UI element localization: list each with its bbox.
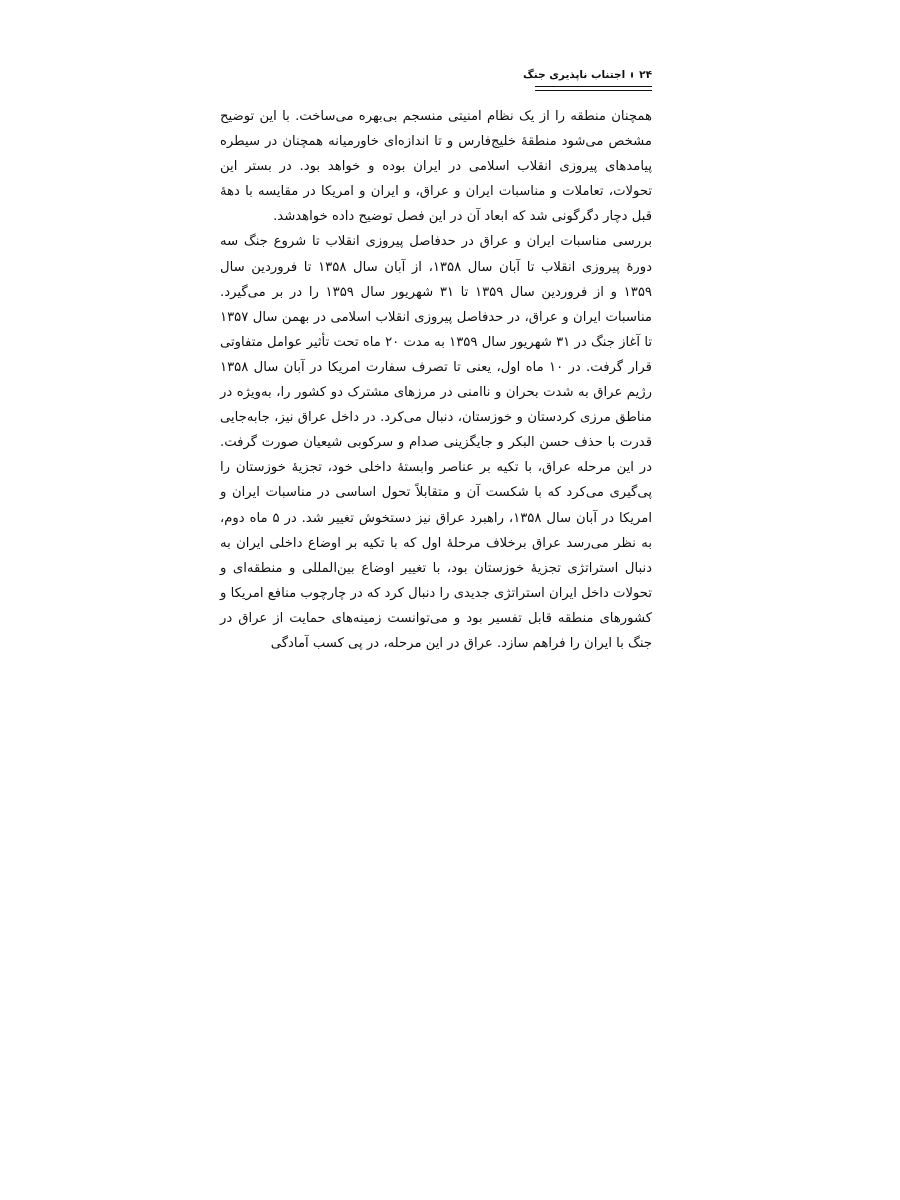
header-double-rule xyxy=(535,86,652,91)
page-header xyxy=(523,68,652,94)
page-number: ۲۴ xyxy=(639,69,652,81)
separator-circle-icon xyxy=(631,72,633,78)
running-title: اجتناب ناپذیری جنگ xyxy=(523,69,626,81)
paragraph: همچنان منطقه را از یک نظام امنیتی منسجم بی‌بهره می‌ساخت. با این توضیح مشخص می‌شود منطقهٔ خلیج‌فارس و تا اندازه‌ای خاورمیانه همچنان در سیطره پیامدهای پیروزی انقلاب اسلامی در ایران بوده و خواهد بود. در بستر این تحولات، تعاملات و مناسبات ایران و عراق، و ایران و امریکا در مقایسه با دههٔ قبل دچار دگرگونی شد که ابعاد آن در این فصل توضیح داده خواهدشد. xyxy=(220,109,652,225)
body-text xyxy=(220,104,652,656)
header-line xyxy=(523,68,652,82)
paragraph: بررسی مناسبات ایران و عراق در حدفاصل پیروزی انقلاب تا شروع جنگ سه دورهٔ پیروزی انقلاب تا آبان سال ۱۳۵۸، از آبان سال ۱۳۵۸ تا فروردین سال ۱۳۵۹ و از فروردین سال ۱۳۵۹ تا ۳۱ شهریور سال ۱۳۵۹ را در بر می‌گیرد. مناسبات ایران و عراق، در حدفاصل پیروزی انقلاب اسلامی در بهمن سال ۱۳۵۷ تا آغاز جنگ در ۳۱ شهریور سال ۱۳۵۹ به مدت ۲۰ ماه تحت تأثیر عوامل متفاوتی قرار گرفت. در ۱۰ ماه اول، یعنی تا تصرف سفارت امریکا در آبان سال ۱۳۵۸ رژیم عراق به شدت بحران و ناامنی در مرزهای مشترک دو کشور را، به‌ویژه در مناطق مرزی کردستان و خوزستان، دنبال می‌کرد. در داخل عراق نیز، جابه‌جایی قدرت با حذف حسن البکر و جایگزینی صدام و سرکوبی شیعیان صورت گرفت. در این مرحله عراق، با تکیه بر عناصر وابستهٔ داخلی خود، تجزیهٔ خوزستان را پی‌گیری می‌کرد که با شکست آن و متقابلاً تحول اساسی در مناسبات ایران و امریکا در آبان سال ۱۳۵۸، راهبرد عراق نیز دستخوش تغییر شد. در ۵ ماه دوم، به نظر می‌رسد عراق برخلاف مرحلهٔ اول که با تکیه بر اوضاع داخلی ایران به دنبال استراتژی تجزیهٔ خوزستان بود، با تغییر اوضاع بین‌المللی و منطقه‌ای و تحولات داخل ایران استراتژی جدیدی را دنبال کرد که در چارچوب منافع امریکا و کشورهای منطقه قابل تفسیر بود و می‌توانست زمینه‌های حمایت از عراق در جنگ با ایران را فراهم سازد. عراق در این مرحله، در پی کسب آمادگی xyxy=(220,234,653,651)
